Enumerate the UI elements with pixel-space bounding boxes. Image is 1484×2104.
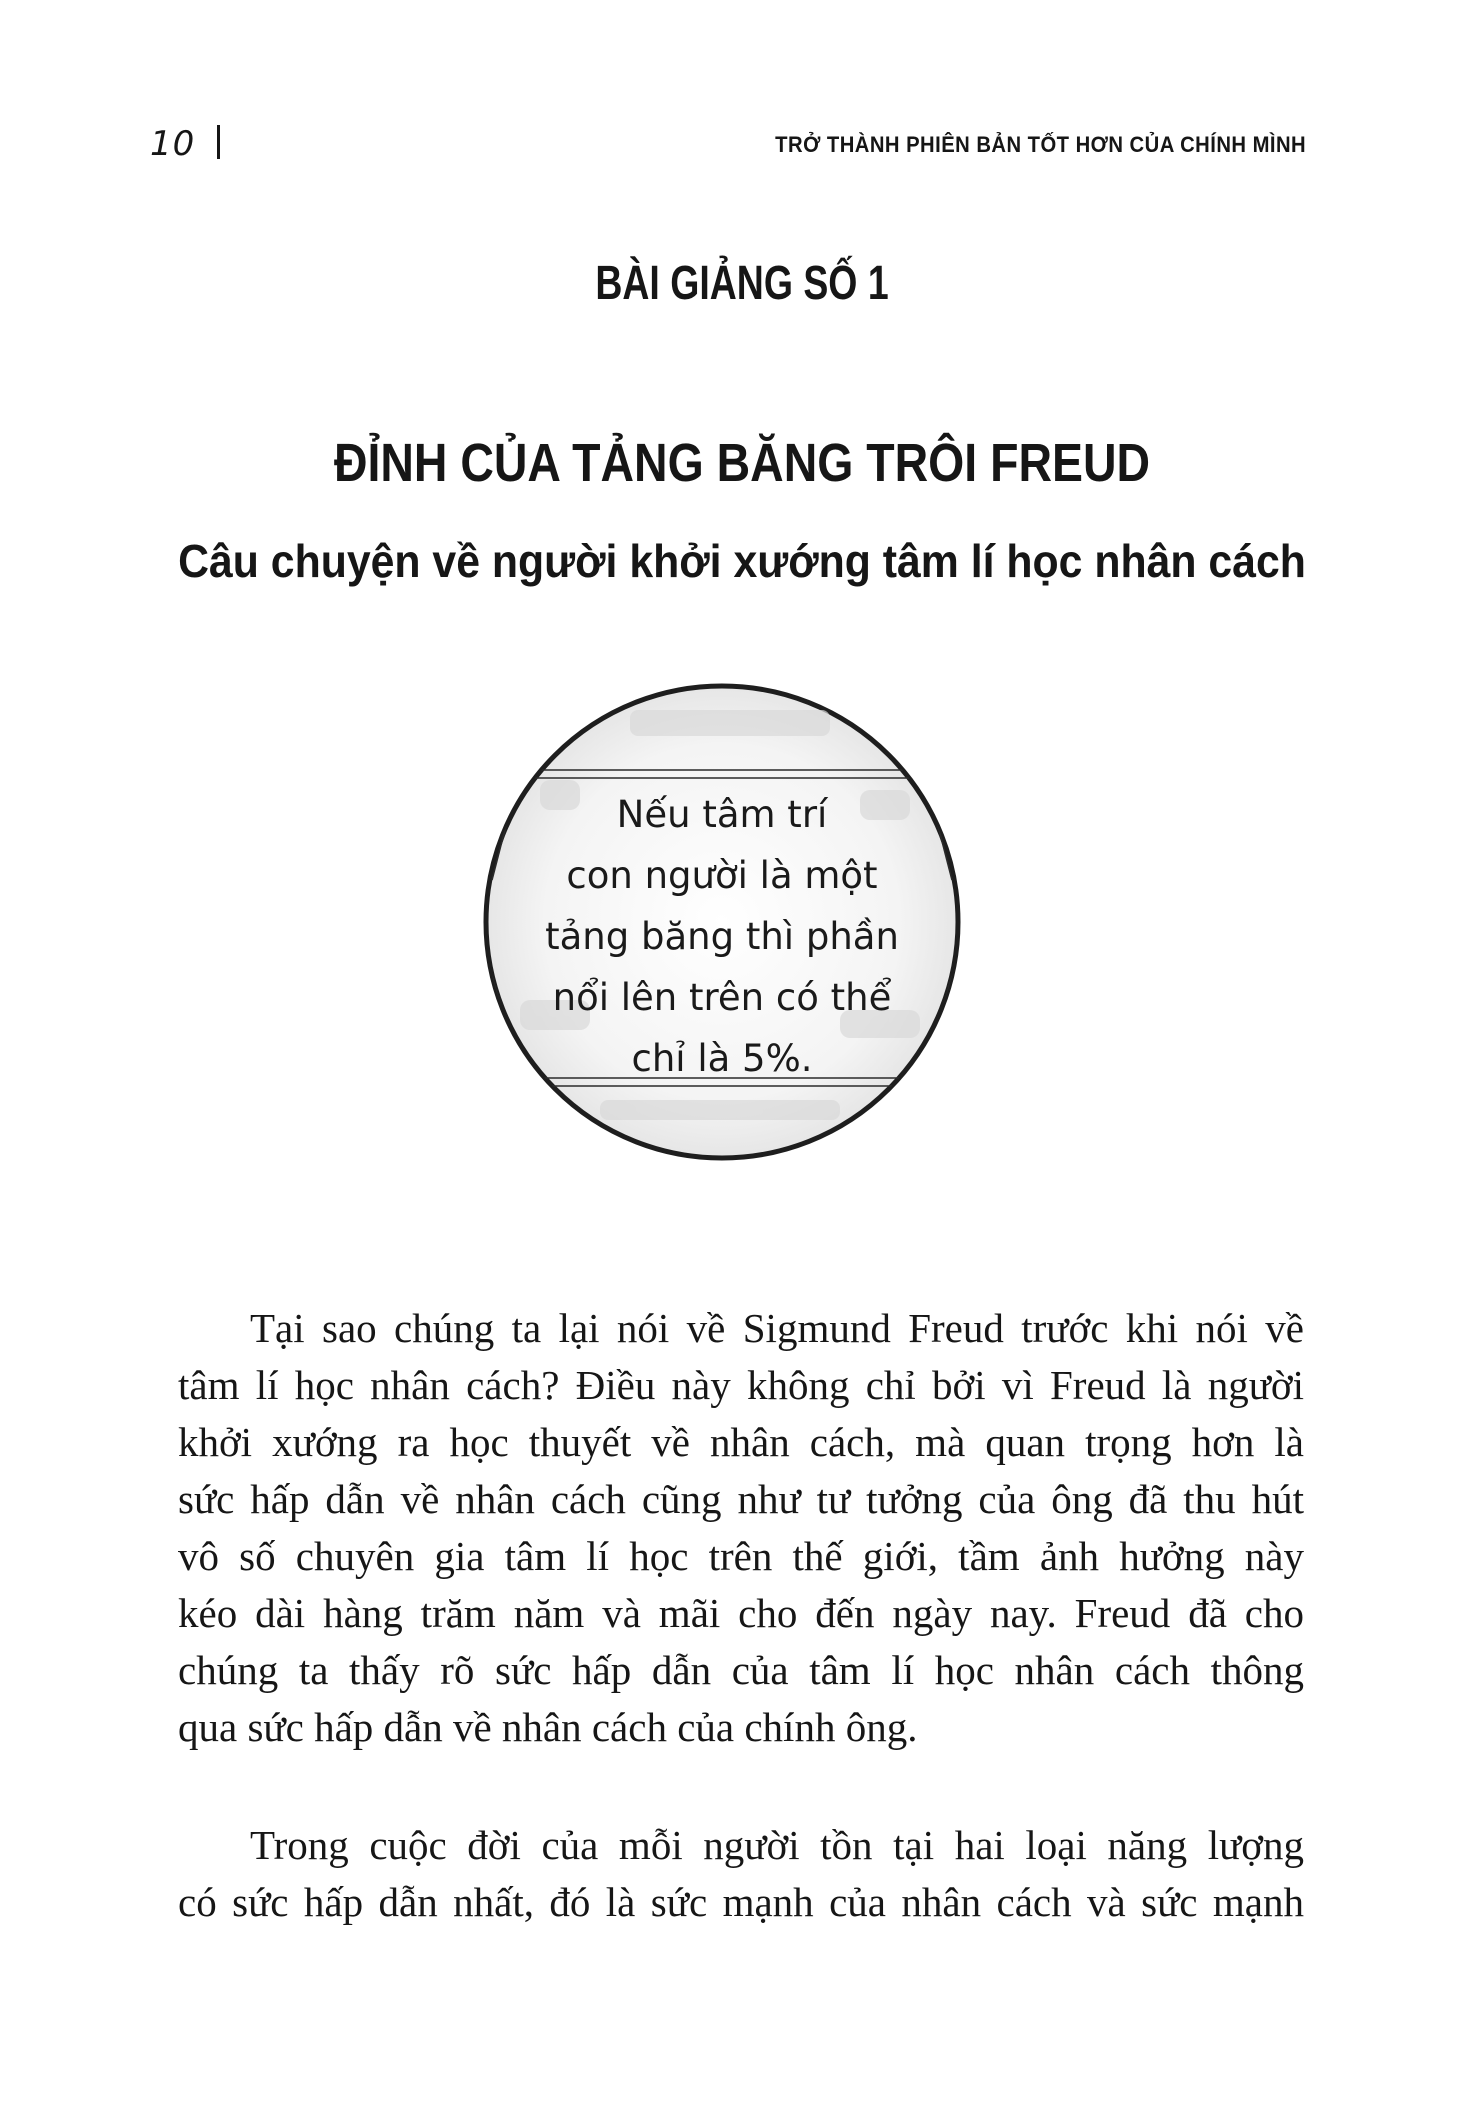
body-line: khởi xướng ra học thuyết về nhân cách, mà quan trọng hơn là bbox=[178, 1419, 1304, 1465]
pull-quote-line: chỉ là 5%. bbox=[631, 1037, 813, 1080]
body-line: sức hấp dẫn về nhân cách cũng như tư tưởng của ông đã thu hút bbox=[178, 1476, 1304, 1522]
body-line: Trong cuộc đời của mỗi người tồn tại hai loại năng lượng bbox=[250, 1822, 1304, 1868]
chapter-subtitle: Câu chuyện về người khởi xướng tâm lí học nhân cách bbox=[178, 535, 1306, 587]
body-line: Tại sao chúng ta lại nói về Sigmund Freud trước khi nói về bbox=[250, 1305, 1304, 1351]
lecture-label: BÀI GIẢNG SỐ 1 bbox=[595, 257, 889, 310]
page-number-divider bbox=[217, 125, 220, 159]
pull-quote-line: con người là một bbox=[566, 854, 878, 897]
body-line: chúng ta thấy rõ sức hấp dẫn của tâm lí học nhân cách thông bbox=[178, 1647, 1304, 1693]
body-paragraph-2 bbox=[178, 1817, 1304, 1931]
pull-quote-line: nổi lên trên có thể bbox=[552, 976, 892, 1019]
body-line: tâm lí học nhân cách? Điều này không chỉ bởi vì Freud là người bbox=[178, 1362, 1304, 1408]
body-paragraph-1 bbox=[178, 1300, 1304, 1756]
body-line: qua sức hấp dẫn về nhân cách của chính ông. bbox=[178, 1704, 918, 1750]
page-number-text: 10 bbox=[150, 124, 196, 164]
running-header: TRỞ THÀNH PHIÊN BẢN TỐT HƠN CỦA CHÍNH MÌNH bbox=[775, 132, 1306, 157]
page-number bbox=[150, 124, 220, 164]
pull-quote-circle bbox=[480, 680, 964, 1164]
chapter-title: ĐỈNH CỦA TẢNG BĂNG TRÔI FREUD bbox=[333, 433, 1151, 493]
pull-quote-text bbox=[480, 784, 964, 1089]
pull-quote-line: Nếu tâm trí bbox=[616, 793, 828, 836]
pull-quote-line: tảng băng thì phần bbox=[545, 915, 899, 958]
body-line: kéo dài hàng trăm năm và mãi cho đến ngày nay. Freud đã cho bbox=[178, 1590, 1304, 1636]
body-line: vô số chuyên gia tâm lí học trên thế giới, tầm ảnh hưởng này bbox=[178, 1533, 1304, 1579]
body-line: có sức hấp dẫn nhất, đó là sức mạnh của nhân cách và sức mạnh bbox=[178, 1879, 1304, 1925]
